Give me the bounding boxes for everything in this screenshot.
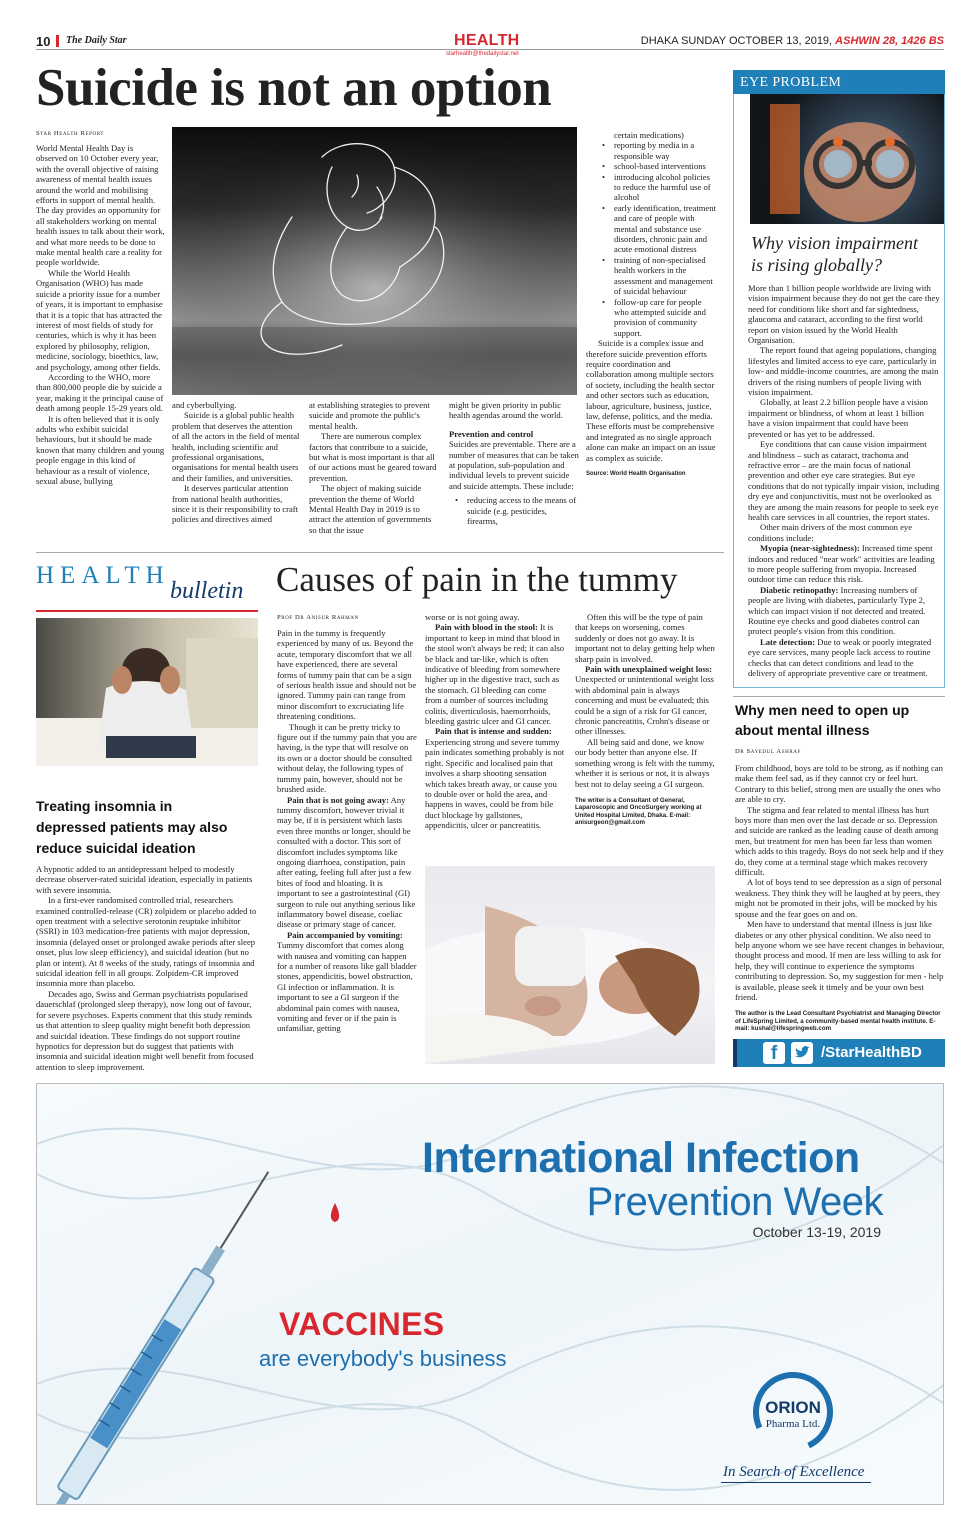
list-item: • school-based interventions — [600, 161, 716, 171]
orion-slogan: In Search of Excellence — [723, 1464, 865, 1480]
tummy-headline: Causes of pain in the tummy — [276, 560, 678, 599]
bulletin-flag — [36, 562, 258, 608]
bulletin-rule — [36, 610, 258, 612]
lead-source: Source: World Health Organisation — [586, 471, 686, 477]
tummy-column-2: worse or is not going away. Pain with blood in the stool: It is important to keep in mind that blood in the stool won't always be red; it can also be black and tar-like, which is often indicative of bleeding from somewhere higher up in the digestive tract, such as the stomach. GI bleeding can come from a number of sources including colitis, diverticulosis, haemorrhoids, bleeding gastric ulcer and GI cancer. Pain that is intense and sudden: Experiencing strong and severe tummy pain indicates something probably is not right. Specific and localised pain that involves a sharp shooting sensation which takes breath away, or cause you to double over or hold the area, and happens in waves, could be from bile duct blockage by gallstones, appendicitis, ulcer or pancreatitis. — [425, 612, 565, 831]
ad-banner — [36, 1083, 944, 1505]
tummy-photo — [425, 866, 715, 1064]
bulletin-photo — [36, 618, 258, 766]
men-byline: Dr Sayedul Ashraf — [735, 748, 801, 755]
masthead-rule — [36, 49, 944, 50]
paper-name: The Daily Star — [66, 35, 127, 46]
lead-column-2: and cyberbullying. Suicide is a global public health problem that deserves the attention of all the actors in the field of mental health, including scientific and professional organisations, organisations for mental health users and their families, and universities. It deserves particular attention from national health authorities, since it is their responsibility to craft policies and directives aimed — [172, 400, 300, 525]
tummy-byline: Prof Dr Anisur Rahman — [277, 614, 359, 621]
list-item: • introducing alcohol policies to reduce the harmful use of alcohol — [600, 172, 716, 203]
eye-body: More than 1 billion people worldwide are living with vision impairment because they do not get the care they need for conditions like short and far sightedness, glaucoma and cataract, according to the first world report on vision issued by the World Health Organisation. The report found that ageing populations, changing lifestyles and limited access to eye care, particularly in low- and middle-income countries, are among the main drivers of the rising numbers of people living with vision impairment. Globally, at least 2.2 billion people have a vision impairment or blindness, of whom at least 1 billion have a vision impairment that could have been prevented or has yet to be addressed. Eye conditions that can cause vision impairment and blindness – such as cataract, trachoma and refractive error – are the main focus of national prevention and other eye care strategies. But eye conditions that do not typically impair vision, including dry eye and conjunctivitis, must not be overlooked as they are among the main reasons for people to seek eye health care services in all countries, the report states. Other main drivers of the most common eye conditions include: Myopia (near-sightedness): Increased time spent indoors and reduced "near work" activities are leading to more people suffering from myopia. Increased outdoor time can reduce this risk. Diabetic retinopathy: Increasing numbers of people are living with diabetes, particularly Type 2, which can impact vision if not detected and treated. Routine eye checks and good diabetes control can protect people's vision from this condition. Late detection: Due to weak or poorly integrated eye care services, many people lack access to routine checks that can detect conditions and lead to the delivery of appropriate preventive care or treatment. — [748, 283, 940, 679]
section-email: starhealth@thedailystar.net — [446, 51, 519, 57]
list-item: • training of non-specialised health workers in the assessment and management of suicidal behaviour — [600, 255, 716, 297]
bulletin-body: A hypnotic added to an antidepressant helped to modestly decrease observer-rated suicidal ideation, especially in patients with severe insomnia. In a first-ever randomised controlled trial, researchers examined controlled-release (CR) zolpidem or placebo added to open treatment with a selective serotonin reuptake inhibitor (SSRI) in 103 medication-free patients with major depression, insomnia (delayed onset or prolonged awake periods after sleep onset, plus low sleep efficiency), and suicidal ideation (but no plan or intent). At 8 weeks of the study, ratings of insomnia and suicidal ideation fell in all groups. Zolpidem-CR improved insomnia more than placebo. Decades ago, Swiss and German psychiatrists popularised dauerschlaf (prolonged sleep therapy), now long out of favour, for severe psychoses. Experts comment that this study reminds us that attention to sleep quality might benefit both depression and suicidal ideation. These findings do not support routine hypnotics for depression but do suggest that patients with insomnia and suicidal ideation might well benefit from focused attention to sleep improvement. — [36, 864, 257, 1072]
ad-dates: October 13-19, 2019 — [752, 1224, 881, 1240]
ad-vaccines: VACCINES — [279, 1306, 445, 1342]
lead-column-3: at establishing strategies to prevent suicide and promote the public's mental health. There are numerous complex factors that contribute to a suicide, but what is most important is that all of our actions must be geared toward prevention. The object of making suicide prevention the theme of World Mental Health Day in 2019 is to attract the attention of governments so that the issue — [309, 400, 437, 535]
men-rule — [733, 696, 945, 697]
orion-brand-sub: Pharma Ltd. — [765, 1418, 821, 1430]
lead-column-4: might be given priority in public health agendas around the world. Prevention and control Suicides are preventable. There are a number of measures that can be taken at population, sub-population and individual levels to prevent suicide and suicide attempts. These include: • reducing access to the means of suicide (e.g. pesticides, firearms, — [449, 400, 579, 526]
social-handle[interactable]: /StarHealthBD — [821, 1044, 922, 1061]
bulletin-headline: Treating insomnia in depressed patients may also reduce suicidal ideation — [36, 798, 228, 856]
bulletin-word-bulletin: bulletin — [170, 578, 244, 604]
social-bar[interactable] — [733, 1039, 945, 1067]
tummy-column-1: Pain in the tummy is frequently experienced by many of us. Beyond the acute, temporary discomfort that we all have experienced, there are several forms of tummy pain that can be a sign of serious health issue and should not be ignored. Tummy pain can range from minor discomfort to excruciating life threatening conditions. Though it can be pretty tricky to figure out if the tummy pain that you are having, is the type that will resolve on its own or a doctor should be consulted without delay, the following types of tummy pain, however, should not be brushed aside. Pain that is not going away: Any tummy discomfort, however trivial it may be, if it is persistent which lasts even three months or longer, should be consulted with a doctor. This sort of discomfort includes symptoms like ongoing diarrhoea, constipation, pain after eating, feeling full after just a few bites of food and bloating. It is important to see a gastrointestinal (GI) surgeon to rule out anything serious like inflammatory bowel disease, coeliac disease or primary stage of cancer. Pain accompanied by vomiting: Tummy discomfort that comes along with nausea and vomiting can happen for a number of reasons like gall bladder stones, appendicitis, bowel obstruction, GI infection or inflammation. It is important to see a GI surgeon if the abdominal pain comes with nausea, vomiting and fever or if the pain is unfamiliar, getting — [277, 628, 417, 1034]
men-headline: Why men need to open up about mental illness — [735, 702, 910, 738]
list-item: • reporting by media in a responsible way — [600, 140, 716, 161]
list-item: • reducing access to the means of suicide (e.g. pesticides, firearms, — [453, 495, 579, 526]
facebook-icon[interactable]: f — [763, 1042, 785, 1064]
masthead — [36, 32, 944, 60]
eye-test-photo — [750, 94, 944, 224]
tummy-author-credit: The writer is a Consultant of General, Laparoscopic and OncoSurgery working at United Hospital Limited, Dhaka. E-mail: anisurgeon@gmail.com — [575, 796, 702, 827]
eye-kicker-bar — [733, 70, 945, 94]
ad-title-line1: International Infection — [422, 1134, 860, 1182]
ad-title-line2: Prevention Week — [586, 1180, 883, 1224]
tummy-column-3: Often this will be the type of pain that keeps on worsening, comes suddenly or does not go away. It is important not to delay getting help when sharp pain is involved. Pain with unexplained weight loss: Unexpected or unintentional weight loss with abdominal pain is always concerning and must be evaluated; this could be a sign of a risk for GI cancer, chronic pancreatitis, Crohn's disease or other illnesses. All being said and done, we know our body better than anyone else. If something wrong is felt with the tummy, whether it is serious or not, it is always best not to delay seeing a GI surgeon. The writer is a Consultant of General, Laparoscopic and OncoSurgery working at United Hospital Limited, Dhaka. E-mail: anisurgeon@gmail.com — [575, 612, 715, 827]
despair-figure-illustration — [172, 127, 577, 395]
lead-column-5: certain medications) • reporting by media in a responsible way • school-based interventions • introducing alcohol policies to reduce the harmful use of alcohol • early identification, treatment and care of people with mental and substance use disorders, chronic pain and acute emotional distress • training of non-specialised health workers in the assessment and management of suicidal behaviour • follow-up care for people who attempted suicide and provision of community support. Suicide is a complex issue and therefore suicide prevention efforts require coordination and collaboration among multiple sectors of society, including the health sector and other sectors such as education, labour, agriculture, business, justice, law, defense, politics, and the media. These efforts must be comprehensive and integrated as no single approach alone can make an impact on an issue as complex as suicide. Source: World Health Organisation — [586, 130, 716, 478]
men-author-credit: The author is the Lead Consultant Psychiatrist and Managing Director of LifeSpring Limited, a community-based mental health institute. E-mail: kushal@lifespringweb.com — [735, 1010, 941, 1033]
section-title: HEALTH — [454, 32, 520, 49]
lead-headline: Suicide is not an option — [36, 59, 552, 117]
separator-bar — [56, 35, 59, 47]
orion-logo — [753, 1372, 833, 1452]
men-body: From childhood, boys are told to be strong, as if nothing can make them feel sad, as if they cannot cry or feel hurt. Contrary to this belief, strong men are usually the ones who are able to cry. The stigma and fear related to mental illness has hurt boys more than men over the last decade or so. Depression and suicide are ranked as the leading cause of death among men, but treatment for men has been far less than women which adds to this tragedy. Boys do not seek help and if they do, they come at a terminal stage which makes recovery difficult. A lot of boys tend to see depression as a sign of personal weakness. They think they will be laughed at by peers, they might not be promoted in their jobs, will be mocked by his spouse and the fear goes on and on. Men have to understand that mental illness is just like diabetes or any other physical condition. We also need to help anyone whom we see have recent changes in behaviour, thought process and mood. If men are less willing to ask for help, they will continue to experience the symptoms contributing to depression. So, my suggestion for men - help is available, please seek it timely and be your own best friend. The author is the Lead Consultant Psychiatrist and Managing Director of LifeSpring Limited, a community-based mental health institute. E-mail: kushal@lifespringweb.com — [735, 763, 945, 1033]
lead-column-1: World Mental Health Day is observed on 10 October every year, with the overall objective of raising awareness of mental health issues around the world and mobilising efforts in support of mental health. The day provides an opportunity for all stakeholders working on mental health issues to talk about their work, and what more needs to be done to make mental health care a reality for people worldwide. While the World Health Organisation (WHO) has made suicide a priority issue for a number of years, it is important to emphasise that it is a topic that has attracted the interest of most fields of study for centuries, which is why it has been explored by philosophy, religion, medicine, sociology, bioethics, law, and psychology, among other fields. According to the WHO, more than 800,000 people die by suicide a year, making it the principal cause of death among people 15-29 years old. It is often believed that it is only adults who exhibit suicidal behaviours, but it should be made known that many children and young people engage in this kind of behaviour as a result of violence, sexual abuse, bullying — [36, 143, 165, 486]
trial-frame-glasses-image — [750, 94, 944, 224]
list-item: • early identification, treatment and care of people with mental and substance use disorders, chronic pain and acute emotional distress — [600, 203, 716, 255]
eye-kicker: EYE PROBLEM — [740, 75, 842, 90]
twitter-icon[interactable] — [791, 1042, 813, 1064]
sleepless-man-image — [36, 618, 258, 766]
list-item: • follow-up care for people who attempted suicide and provision of community support. — [600, 297, 716, 339]
woman-with-stomach-ache-image — [425, 866, 715, 1064]
bulletin-word-health: HEALTH — [36, 562, 170, 589]
section-rule — [36, 552, 724, 553]
prevention-subhead: Prevention and control — [449, 428, 534, 439]
prevention-list — [449, 495, 579, 526]
lead-byline: Star Health Report — [36, 130, 104, 137]
eye-headline: Why vision impairment is rising globally? — [751, 233, 918, 275]
lead-image — [172, 127, 577, 395]
page-number: 10 — [36, 34, 51, 49]
orion-slogan-underline — [721, 1482, 871, 1483]
masthead-date: DHAKA SUNDAY OCTOBER 13, 2019, ASHWIN 28, 1426 BS — [640, 35, 944, 47]
orion-brand: ORION — [765, 1398, 821, 1417]
ad-tagline: are everybody's business — [259, 1346, 507, 1371]
prevention-list-cont — [586, 140, 716, 338]
